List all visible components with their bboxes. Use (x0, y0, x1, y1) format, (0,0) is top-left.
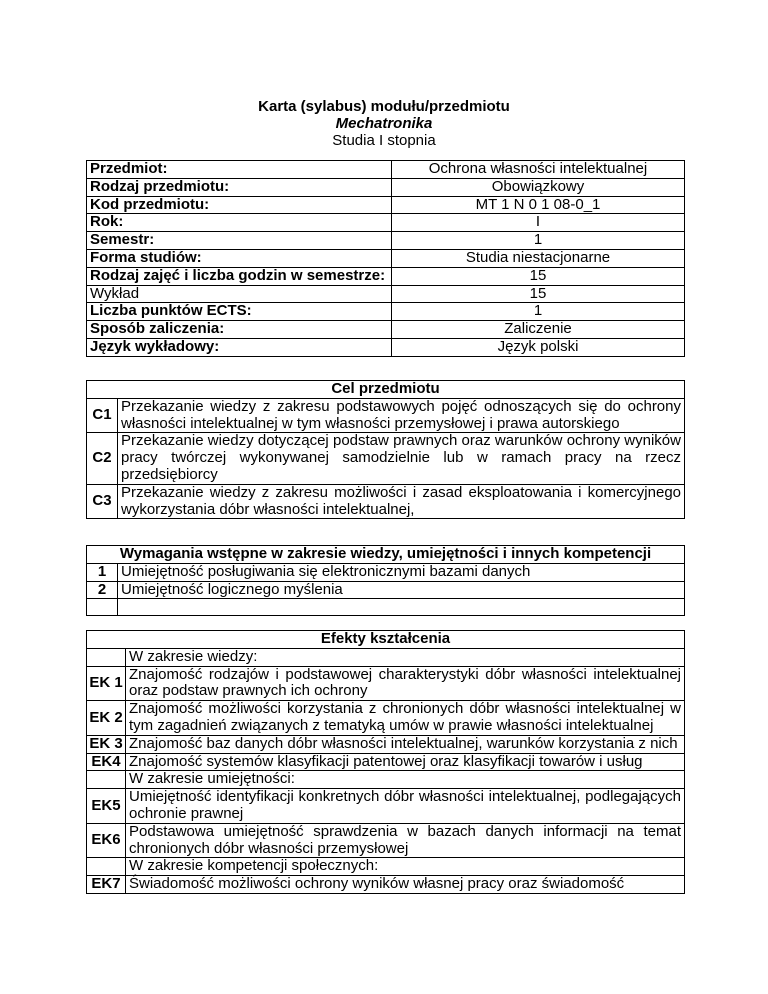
info-label: Przedmiot: (87, 161, 392, 179)
info-label: Wykład (87, 285, 392, 303)
info-label: Rok: (87, 214, 392, 232)
info-label: Rodzaj zajęć i liczba godzin w semestrze: (87, 267, 392, 285)
knowledge-section-header: W zakresie wiedzy: (126, 648, 685, 666)
goal-code: C1 (87, 398, 118, 433)
course-info-table (86, 160, 685, 357)
outcome-code: EK5 (87, 789, 126, 824)
social-section-header: W zakresie kompetencji społecznych: (126, 858, 685, 876)
goal-code: C2 (87, 433, 118, 484)
info-value: Studia niestacjonarne (392, 249, 685, 267)
prerequisite-text: Umiejętność posługiwania się elektronicznymi bazami danych (118, 563, 685, 581)
outcome-text: Znajomość możliwości korzystania z chronionych dóbr własności intelektualnej w tym zagadnień związanych z tematyką umów w prawie własności intelektualnej (126, 701, 685, 736)
skills-section-header: W zakresie umiejętności: (126, 771, 685, 789)
degree-level: Studia I stopnia (332, 132, 436, 149)
goal-text: Przekazanie wiedzy z zakresu możliwości i zasad eksploatowania i komercyjnego wykorzystania dóbr własności intelektualnej, (118, 484, 685, 519)
info-value: 1 (392, 232, 685, 250)
info-value: Zaliczenie (392, 321, 685, 339)
prerequisite-text (118, 599, 685, 616)
info-value: Język polski (392, 338, 685, 356)
field-of-study: Mechatronika (335, 115, 433, 132)
info-label: Język wykładowy: (87, 338, 392, 356)
goal-text: Przekazanie wiedzy dotyczącej podstaw prawnych oraz warunków ochrony wyników pracy twórczej wykonywanej samodzielnie lub w ramach pracy na rzecz przedsiębiorcy (118, 433, 685, 484)
outcome-code: EK 3 (87, 735, 126, 753)
document-title: Karta (sylabus) modułu/przedmiotu (258, 98, 510, 115)
goal-text: Przekazanie wiedzy z zakresu podstawowych pojęć odnoszących się do ochrony własności intelektualnej w tym własności przemysłowej i prawa autorskiego (118, 398, 685, 433)
outcomes-header: Efekty kształcenia (87, 631, 685, 649)
prerequisite-text: Umiejętność logicznego myślenia (118, 581, 685, 599)
outcome-code: EK6 (87, 823, 126, 858)
goals-header: Cel przedmiotu (87, 381, 685, 399)
prerequisites-table (86, 545, 685, 616)
info-value: MT 1 N 0 1 08-0_1 (392, 196, 685, 214)
outcome-text: Znajomość systemów klasyfikacji patentowej oraz klasyfikacji towarów i usług (126, 753, 685, 771)
outcome-code: EK 1 (87, 666, 126, 701)
goal-code: C3 (87, 484, 118, 519)
info-label: Kod przedmiotu: (87, 196, 392, 214)
prerequisite-number: 1 (87, 563, 118, 581)
learning-outcomes-table (86, 630, 685, 894)
outcome-text: Umiejętność identyfikacji konkretnych dóbr własności intelektualnej, podlegających ochronie prawnej (126, 789, 685, 824)
info-value: 15 (392, 267, 685, 285)
prerequisite-number (87, 599, 118, 616)
info-value: Ochrona własności intelektualnej (392, 161, 685, 179)
outcome-code: EK7 (87, 876, 126, 894)
info-label: Rodzaj przedmiotu: (87, 178, 392, 196)
outcome-code: EK4 (87, 753, 126, 771)
info-value: 1 (392, 303, 685, 321)
info-label: Sposób zaliczenia: (87, 321, 392, 339)
outcome-text: Znajomość rodzajów i podstawowej charakterystyki dóbr własności intelektualnej oraz podstaw prawnych ich ochrony (126, 666, 685, 701)
info-value: 15 (392, 285, 685, 303)
prerequisites-header: Wymagania wstępne w zakresie wiedzy, umiejętności i innych kompetencji (87, 546, 685, 564)
document-header (0, 99, 768, 150)
outcome-text: Znajomość baz danych dóbr własności intelektualnej, warunków korzystania z nich (126, 735, 685, 753)
outcome-code: EK 2 (87, 701, 126, 736)
prerequisite-number: 2 (87, 581, 118, 599)
course-goals-table (86, 380, 685, 519)
info-label: Semestr: (87, 232, 392, 250)
outcome-text: Świadomość możliwości ochrony wyników własnej pracy oraz świadomość (126, 876, 685, 894)
info-label: Liczba punktów ECTS: (87, 303, 392, 321)
info-value: I (392, 214, 685, 232)
info-value: Obowiązkowy (392, 178, 685, 196)
info-label: Forma studiów: (87, 249, 392, 267)
outcome-text: Podstawowa umiejętność sprawdzenia w bazach danych informacji na temat chronionych dóbr własności przemysłowej (126, 823, 685, 858)
